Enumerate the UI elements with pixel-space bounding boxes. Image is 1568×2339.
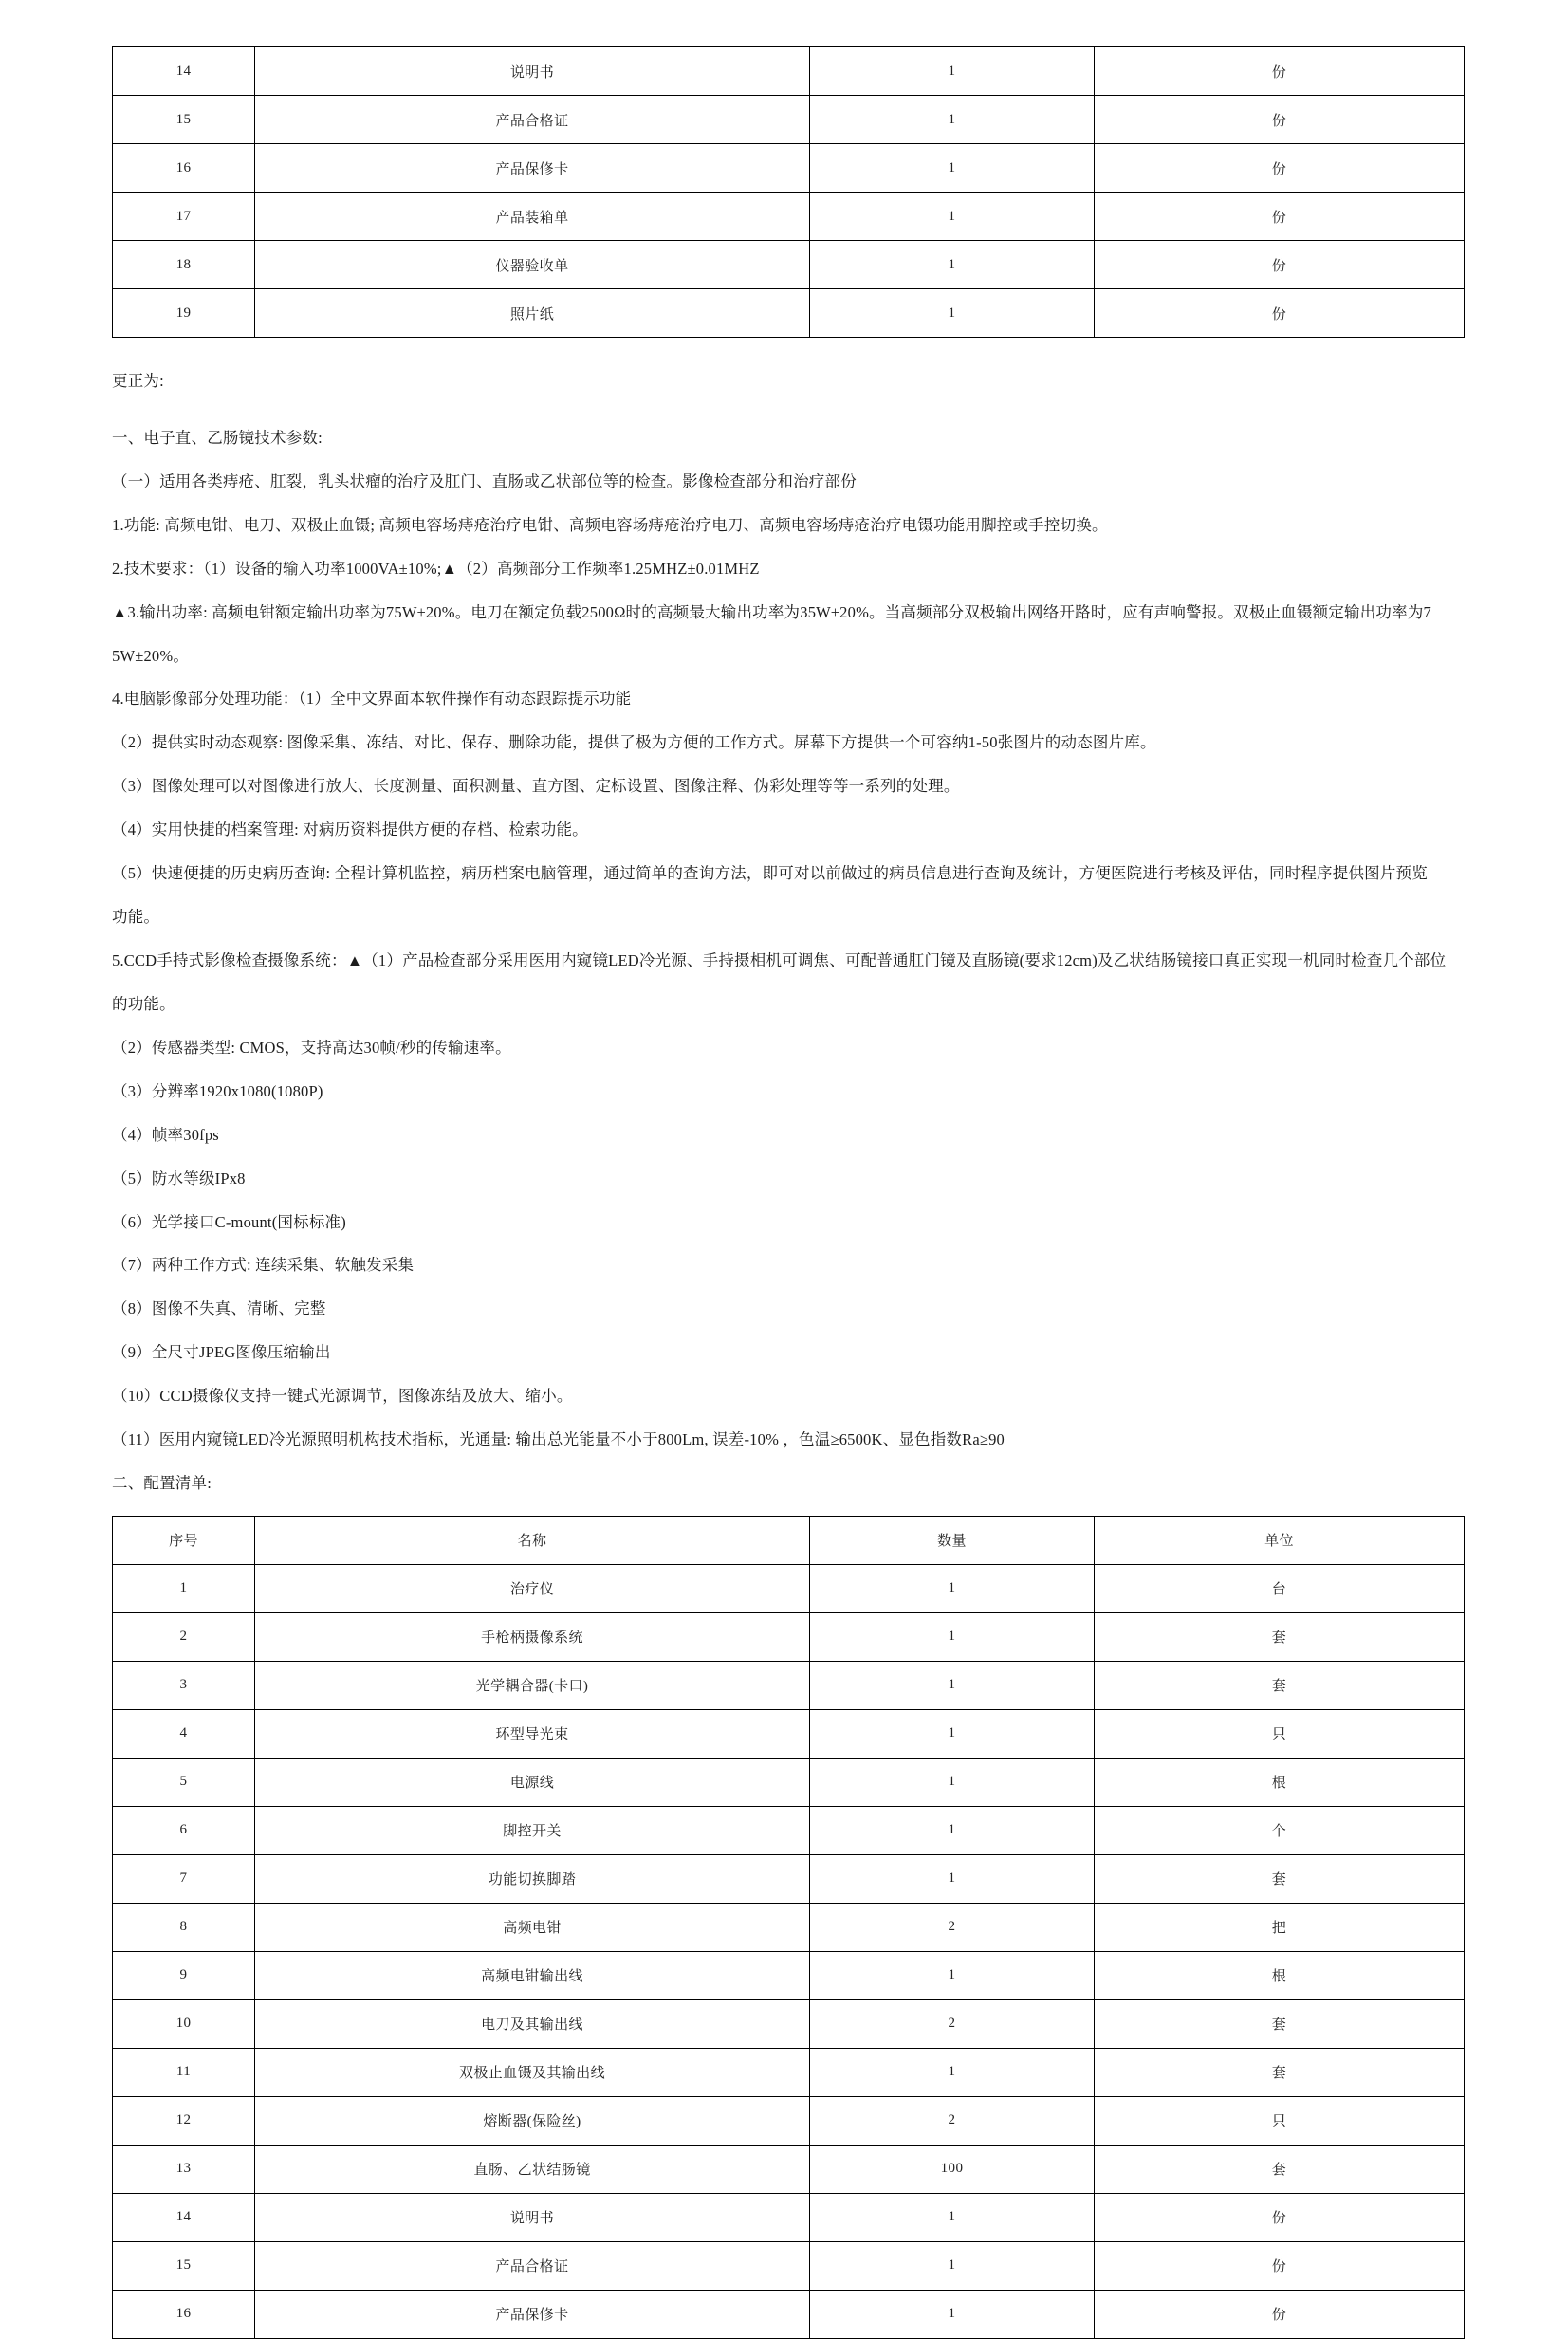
table-row	[113, 96, 1465, 144]
paragraph: （4）实用快捷的档案管理: 对病历资料提供方便的存档、检索功能。	[112, 820, 588, 839]
row-no: 18	[113, 241, 255, 289]
paragraph: （4）帧率30fps	[112, 1125, 219, 1144]
row-qty: 1	[810, 2241, 1095, 2290]
row-qty: 1	[810, 47, 1095, 96]
row-unit: 份	[1095, 144, 1465, 193]
config-table-body	[113, 1564, 1465, 2338]
row-no: 2	[113, 1612, 255, 1661]
table-row	[113, 2096, 1465, 2145]
paragraph: 2.技术要求：（1）设备的输入功率1000VA±10%;▲（2）高频部分工作频率1.25MHZ±0.01MHZ	[112, 559, 760, 578]
row-qty: 1	[810, 2290, 1095, 2338]
table-row	[113, 1806, 1465, 1854]
row-name: 产品保修卡	[255, 2290, 810, 2338]
table-row	[113, 289, 1465, 338]
top-spec-table	[112, 46, 1465, 338]
row-qty: 1	[810, 1854, 1095, 1903]
row-no: 14	[113, 47, 255, 96]
table-row	[113, 1999, 1465, 2048]
table-row	[113, 2048, 1465, 2096]
paragraph: ▲3.输出功率: 高频电钳额定输出功率为75W±20%。电刀在额定负载2500Ω时的高频最大输出功率为35W±20%。当高频部分双极输出网络开路时，应有声响警报。双极止血镊额定输出功率为7	[112, 602, 1431, 621]
row-unit: 份	[1095, 289, 1465, 338]
row-no: 7	[113, 1854, 255, 1903]
row-unit: 个	[1095, 1806, 1465, 1854]
paragraph: （11）医用内窥镜LED冷光源照明机构技术指标，光通量: 输出总光能量不小于800Lm, 误差-10% ，色温≥6500K、显色指数Ra≥90	[112, 1430, 1005, 1449]
row-unit: 套	[1095, 2145, 1465, 2193]
row-unit: 份	[1095, 2193, 1465, 2241]
paragraph: 4.电脑影像部分处理功能：（1）全中文界面本软件操作有动态跟踪提示功能	[112, 690, 632, 709]
row-qty: 100	[810, 2145, 1095, 2193]
row-name: 脚控开关	[255, 1806, 810, 1854]
row-no: 12	[113, 2096, 255, 2145]
table-row	[113, 1951, 1465, 1999]
row-unit: 套	[1095, 2048, 1465, 2096]
row-name: 产品合格证	[255, 96, 810, 144]
row-name: 高频电钳	[255, 1903, 810, 1951]
row-qty: 1	[810, 1758, 1095, 1806]
row-no: 17	[113, 193, 255, 241]
row-name: 说明书	[255, 2193, 810, 2241]
row-qty: 1	[810, 1709, 1095, 1758]
row-name: 环型导光束	[255, 1709, 810, 1758]
spacer-after-correction	[112, 393, 1492, 406]
row-qty: 1	[810, 2048, 1095, 2096]
row-qty: 1	[810, 1806, 1095, 1854]
row-unit: 份	[1095, 2290, 1465, 2338]
table-row	[113, 1612, 1465, 1661]
config-table-container	[112, 1516, 1492, 2339]
paragraph: （8）图像不失真、清晰、完整	[112, 1299, 326, 1318]
paragraph: 5W±20%。	[112, 646, 190, 665]
paragraph: （7）两种工作方式: 连续采集、软触发采集	[112, 1256, 415, 1275]
spacer-after-top-table	[112, 338, 1492, 370]
config-list-table	[112, 1516, 1465, 2339]
row-name: 手枪柄摄像系统	[255, 1612, 810, 1661]
row-qty: 1	[810, 193, 1095, 241]
row-no: 16	[113, 2290, 255, 2338]
row-qty: 2	[810, 1903, 1095, 1951]
row-name: 产品保修卡	[255, 144, 810, 193]
row-no: 15	[113, 2241, 255, 2290]
table-row	[113, 1709, 1465, 1758]
row-no: 10	[113, 1999, 255, 2048]
section-two-title: 二、配置清单:	[112, 1474, 212, 1493]
row-qty: 1	[810, 96, 1095, 144]
paragraph: （5）快速便捷的历史病历查询: 全程计算机监控，病历档案电脑管理，通过简单的查询方法，即可对以前做过的病员信息进行查询及统计，方便医院进行考核及评估，同时程序提供图片预览	[112, 864, 1428, 883]
top-table-body	[113, 47, 1465, 338]
row-no: 8	[113, 1903, 255, 1951]
row-no: 14	[113, 2193, 255, 2241]
row-no: 3	[113, 1661, 255, 1709]
table-row	[113, 2241, 1465, 2290]
row-name: 电刀及其输出线	[255, 1999, 810, 2048]
row-no: 1	[113, 1564, 255, 1612]
row-unit: 只	[1095, 1709, 1465, 1758]
row-unit: 份	[1095, 241, 1465, 289]
paragraph: （9）全尺寸JPEG图像压缩输出	[112, 1343, 331, 1362]
paragraph: （2）传感器类型: CMOS，支持高达30帧/秒的传输速率。	[112, 1038, 511, 1057]
row-qty: 2	[810, 2096, 1095, 2145]
row-qty: 1	[810, 1612, 1095, 1661]
row-name: 高频电钳输出线	[255, 1951, 810, 1999]
row-unit: 份	[1095, 47, 1465, 96]
row-no: 5	[113, 1758, 255, 1806]
top-table-container	[112, 46, 1492, 338]
row-name: 产品合格证	[255, 2241, 810, 2290]
row-unit: 套	[1095, 1612, 1465, 1661]
row-unit: 套	[1095, 1854, 1465, 1903]
paragraph: （10）CCD摄像仪支持一键式光源调节，图像冻结及放大、缩小。	[112, 1387, 573, 1406]
row-qty: 1	[810, 1564, 1095, 1612]
row-name: 仪器验收单	[255, 241, 810, 289]
row-name: 双极止血镊及其输出线	[255, 2048, 810, 2096]
row-no: 13	[113, 2145, 255, 2193]
table-row	[113, 1903, 1465, 1951]
table-row	[113, 144, 1465, 193]
row-qty: 1	[810, 1661, 1095, 1709]
table-row	[113, 1661, 1465, 1709]
row-unit: 套	[1095, 1661, 1465, 1709]
row-unit: 根	[1095, 1758, 1465, 1806]
row-unit: 只	[1095, 2096, 1465, 2145]
row-qty: 1	[810, 241, 1095, 289]
table-row	[113, 193, 1465, 241]
row-qty: 1	[810, 1951, 1095, 1999]
row-no: 4	[113, 1709, 255, 1758]
table-row	[113, 2193, 1465, 2241]
row-no: 16	[113, 144, 255, 193]
row-qty: 1	[810, 144, 1095, 193]
col-header-no: 序号	[113, 1516, 255, 1564]
paragraph: （2）提供实时动态观察: 图像采集、冻结、对比、保存、删除功能，提供了极为方便的工作方式。屏幕下方提供一个可容纳1-50张图片的动态图片库。	[112, 733, 1156, 752]
row-unit: 份	[1095, 193, 1465, 241]
row-unit: 份	[1095, 2241, 1465, 2290]
paragraph: 的功能。	[112, 994, 175, 1013]
paragraph: （一）适用各类痔疮、肛裂，乳头状瘤的治疗及肛门、直肠或乙状部位等的检查。影像检查部分和治疗部份	[112, 471, 857, 490]
table-row	[113, 2145, 1465, 2193]
row-qty: 2	[810, 1999, 1095, 2048]
row-no: 11	[113, 2048, 255, 2096]
table-row	[113, 1758, 1465, 1806]
row-unit: 根	[1095, 1951, 1465, 1999]
row-name: 直肠、乙状结肠镜	[255, 2145, 810, 2193]
row-no: 6	[113, 1806, 255, 1854]
col-header-unit: 单位	[1095, 1516, 1465, 1564]
table-header-row	[113, 1516, 1465, 1564]
paragraph: 1.功能: 高频电钳、电刀、双极止血镊; 高频电容场痔疮治疗电钳、高频电容场痔疮治疗电刀、高频电容场痔疮治疗电镊功能用脚控或手控切换。	[112, 515, 1108, 534]
row-no: 9	[113, 1951, 255, 1999]
row-no: 19	[113, 289, 255, 338]
paragraph: （3）分辨率1920x1080(1080P)	[112, 1081, 323, 1100]
paragraph: （5）防水等级IPx8	[112, 1169, 246, 1188]
row-qty: 1	[810, 289, 1095, 338]
table-row	[113, 2290, 1465, 2338]
paragraph: （3）图像处理可以对图像进行放大、长度测量、面积测量、直方图、定标设置、图像注释、伪彩处理等等一系列的处理。	[112, 777, 960, 796]
row-no: 15	[113, 96, 255, 144]
table-row	[113, 47, 1465, 96]
row-name: 熔断器(保险丝)	[255, 2096, 810, 2145]
row-name: 照片纸	[255, 289, 810, 338]
table-row	[113, 241, 1465, 289]
paragraph: （6）光学接口C-mount(国标标准)	[112, 1212, 346, 1231]
row-unit: 套	[1095, 1999, 1465, 2048]
row-unit: 台	[1095, 1564, 1465, 1612]
table-row	[113, 1854, 1465, 1903]
row-qty: 1	[810, 2193, 1095, 2241]
paragraph: 5.CCD手持式影像检查摄像系统：▲（1）产品检查部分采用医用内窥镜LED冷光源、手持摄相机可调焦、可配普通肛门镜及直肠镜(要求12cm)及乙状结肠镜接口真正实现一机同时检查几个部位	[112, 950, 1447, 969]
correction-label: 更正为:	[112, 372, 164, 390]
row-name: 治疗仪	[255, 1564, 810, 1612]
row-name: 功能切换脚踏	[255, 1854, 810, 1903]
row-name: 电源线	[255, 1758, 810, 1806]
row-name: 说明书	[255, 47, 810, 96]
row-unit: 把	[1095, 1903, 1465, 1951]
row-name: 产品装箱单	[255, 193, 810, 241]
section-one-title: 一、电子直、乙肠镜技术参数:	[112, 428, 323, 447]
col-header-qty: 数量	[810, 1516, 1095, 1564]
config-table-head	[113, 1516, 1465, 1564]
body-paragraphs	[112, 470, 1492, 1451]
row-name: 光学耦合器(卡口)	[255, 1661, 810, 1709]
paragraph: 功能。	[112, 908, 160, 927]
table-row	[113, 1564, 1465, 1612]
row-unit: 份	[1095, 96, 1465, 144]
col-header-name: 名称	[255, 1516, 810, 1564]
